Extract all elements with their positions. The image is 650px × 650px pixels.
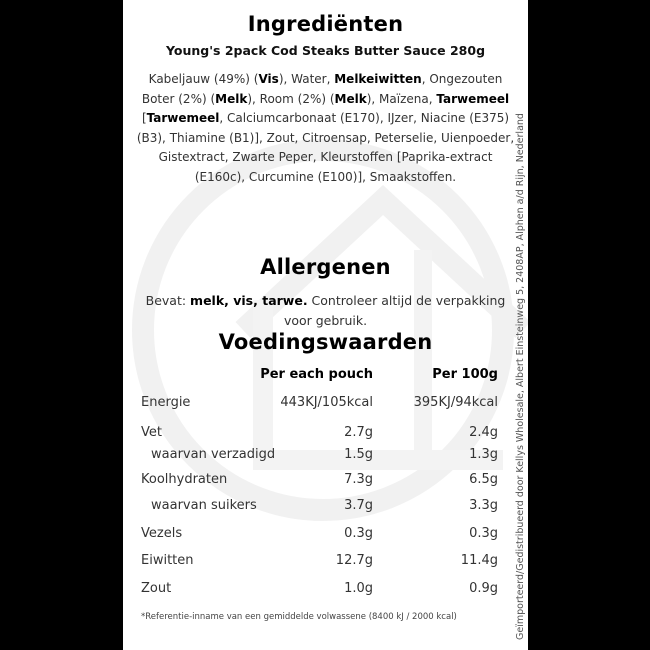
value-per-100g: 6.5g [469,472,498,487]
label-card [123,0,528,650]
value-per-100g: 0.9g [469,581,498,596]
ingredient-text: [ [141,111,147,126]
nutrient-label: Zout [141,581,172,596]
table-row [123,395,528,415]
nutrient-label: Energie [141,395,191,410]
allergen-highlight: Tarwemeel [146,111,220,126]
allergen-highlight: Melk [334,91,367,106]
nutrient-label: waarvan verzadigd [151,447,276,462]
allergens-text [133,291,518,331]
value-per-pouch: 2.7g [344,425,373,440]
allergen-highlight: Vis [258,72,279,86]
ingredient-text: , Calciumcarbonaat (E170), IJzer, Niacine (E375) (B3), Thiamine (B1)], Zout, Citroensap, Peterselie, Uienpoeder, Gistextract, Zwarte Peper, Kleurstoffen [Paprika-extract (E160c), Curcumine (E100)], Smaakstoffen. [136,111,515,184]
table-row [123,581,528,601]
allergens-list: melk, vis, tarwe. [190,293,308,308]
value-per-100g: 395KJ/94kcal [413,395,498,410]
ingredients-title: Ingrediënten [247,12,404,36]
allergens-suffix: Controleer altijd de verpakking voor gebruik. [283,293,506,328]
ingredient-text: ), Water, [278,72,335,86]
value-per-pouch: 7.3g [344,472,373,487]
allergen-highlight: Melk [215,91,248,106]
column-header-100g: Per 100g [432,367,498,382]
value-per-100g: 11.4g [460,553,498,568]
value-per-100g: 1.3g [469,447,498,462]
value-per-pouch: 1.0g [344,581,373,596]
value-per-pouch: 0.3g [344,526,373,541]
value-per-100g: 3.3g [469,498,498,513]
value-per-pouch: 443KJ/105kcal [280,395,373,410]
allergens-prefix: Bevat: [145,293,191,308]
table-row [123,553,528,573]
ingredient-text: ), Maïzena, [366,91,437,106]
table-row [123,472,528,492]
ingredient-text: ), Room (2%) ( [247,91,335,106]
value-per-100g: 0.3g [469,526,498,541]
value-per-pouch: 1.5g [344,447,373,462]
nutrition-title: Voedingswaarden [218,330,433,354]
table-row [123,498,528,518]
nutrient-label: Vet [141,425,162,440]
nutrient-label: waarvan suikers [151,498,257,513]
footnote: *Referentie-inname van een gemiddelde volwassene (8400 kJ / 2000 kcal) [141,612,457,622]
table-row [123,526,528,546]
column-header-pouch: Per each pouch [260,367,373,382]
nutrient-label: Koolhydraten [141,472,228,487]
value-per-100g: 2.4g [469,425,498,440]
allergen-highlight: Melkeiwitten [334,72,422,86]
allergens-title: Allergenen [260,255,391,279]
importer-address: Geïmporteerd/Gedistribueerd door Kellys Wholesale, Albert Einsteinweg 5, 2408AP, Alphen a/d Rijn, Nederland [515,113,526,640]
ingredients-list [133,70,518,188]
nutrient-label: Eiwitten [141,553,194,568]
product-name: Young's 2pack Cod Steaks Butter Sauce 280g [165,43,486,58]
nutrient-label: Vezels [141,526,183,541]
table-row [123,425,528,445]
value-per-pouch: 12.7g [335,553,373,568]
value-per-pouch: 3.7g [344,498,373,513]
ingredient-text: , Ongezouten Boter (2%) ( [141,72,503,106]
allergen-highlight: Tarwemeel [436,91,510,106]
table-row [123,447,528,467]
ingredient-text: Kabeljauw (49%) ( [148,72,259,86]
